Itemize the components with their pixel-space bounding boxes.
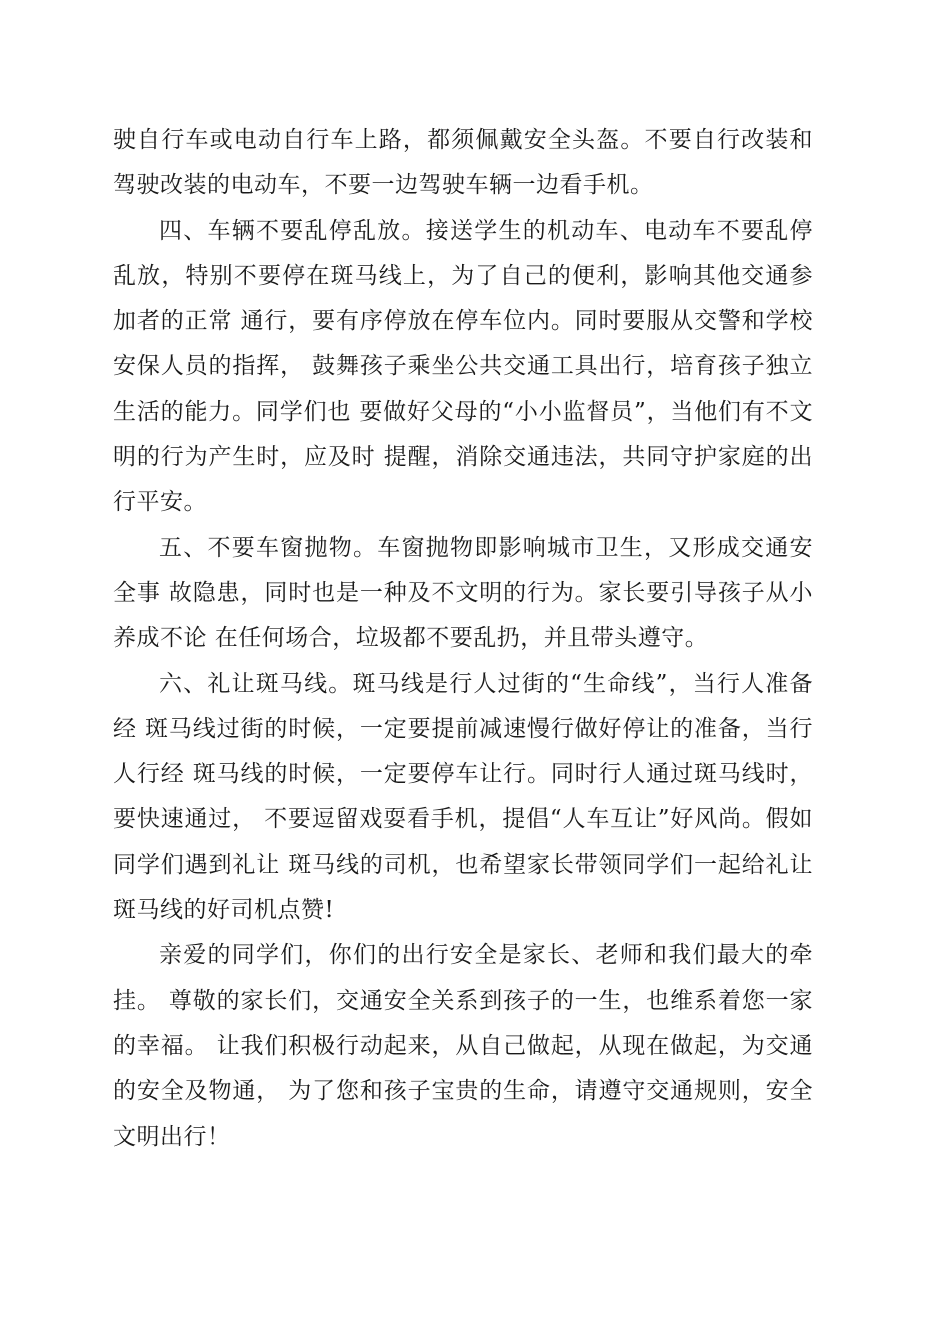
paragraph-closing: 亲爱的同学们，你们的出行安全是家长、老师和我们最大的牵挂。 尊敬的家长们，交通安全关系到孩子的一生，也维系着您一家的幸福。 让我们积极行动起来，从自己做起，从现在做起，为交通的安全及物通， 为了您和孩子宝贵的生命，请遵守交通规则，安全文明出行！ [113, 942, 813, 1150]
paragraph-continuation: 驶自行车或电动自行车上路，都须佩戴安全头盔。不要自行改装和 驾驶改装的电动车，不要一边驾驶车辆一边看手机。 [113, 127, 813, 199]
document-body [113, 118, 813, 1160]
paragraph-section-four: 四、车辆不要乱停乱放。接送学生的机动车、电动车不要乱停乱放，特别不要停在斑马线上，为了自己的便利，影响其他交通参加者的正常 通行，要有序停放在停车位内。同时要服从交警和学校安保人员的指挥， 鼓舞孩子乘坐公共交通工具出行，培育孩子独立生活的能力。同学们也 要做好父母的“小小监督员”，当他们有不文明的行为产生时，应及时 提醒，消除交通违法，共同守护家庭的出行平安。 [113, 217, 813, 516]
paragraph-section-six: 六、礼让斑马线。斑马线是行人过街的“生命线”，当行人准备经 斑马线过街的时候，一定要提前减速慢行做好停让的准备，当行人行经 斑马线的时候，一定要停车让行。同时行人通过斑马线时，要快速通过， 不要逗留戏耍看手机，提倡“人车互让”好风尚。假如同学们遇到礼让 斑马线的司机，也希望家长带领同学们一起给礼让斑马线的好司机点赞! [113, 670, 813, 924]
paragraph-section-five: 五、不要车窗抛物。车窗抛物即影响城市卫生，又形成交通安全事 故隐患，同时也是一种及不文明的行为。家长要引导孩子从小养成不论 在任何场合，垃圾都不要乱扔，并且带头遵守。 [113, 534, 813, 652]
